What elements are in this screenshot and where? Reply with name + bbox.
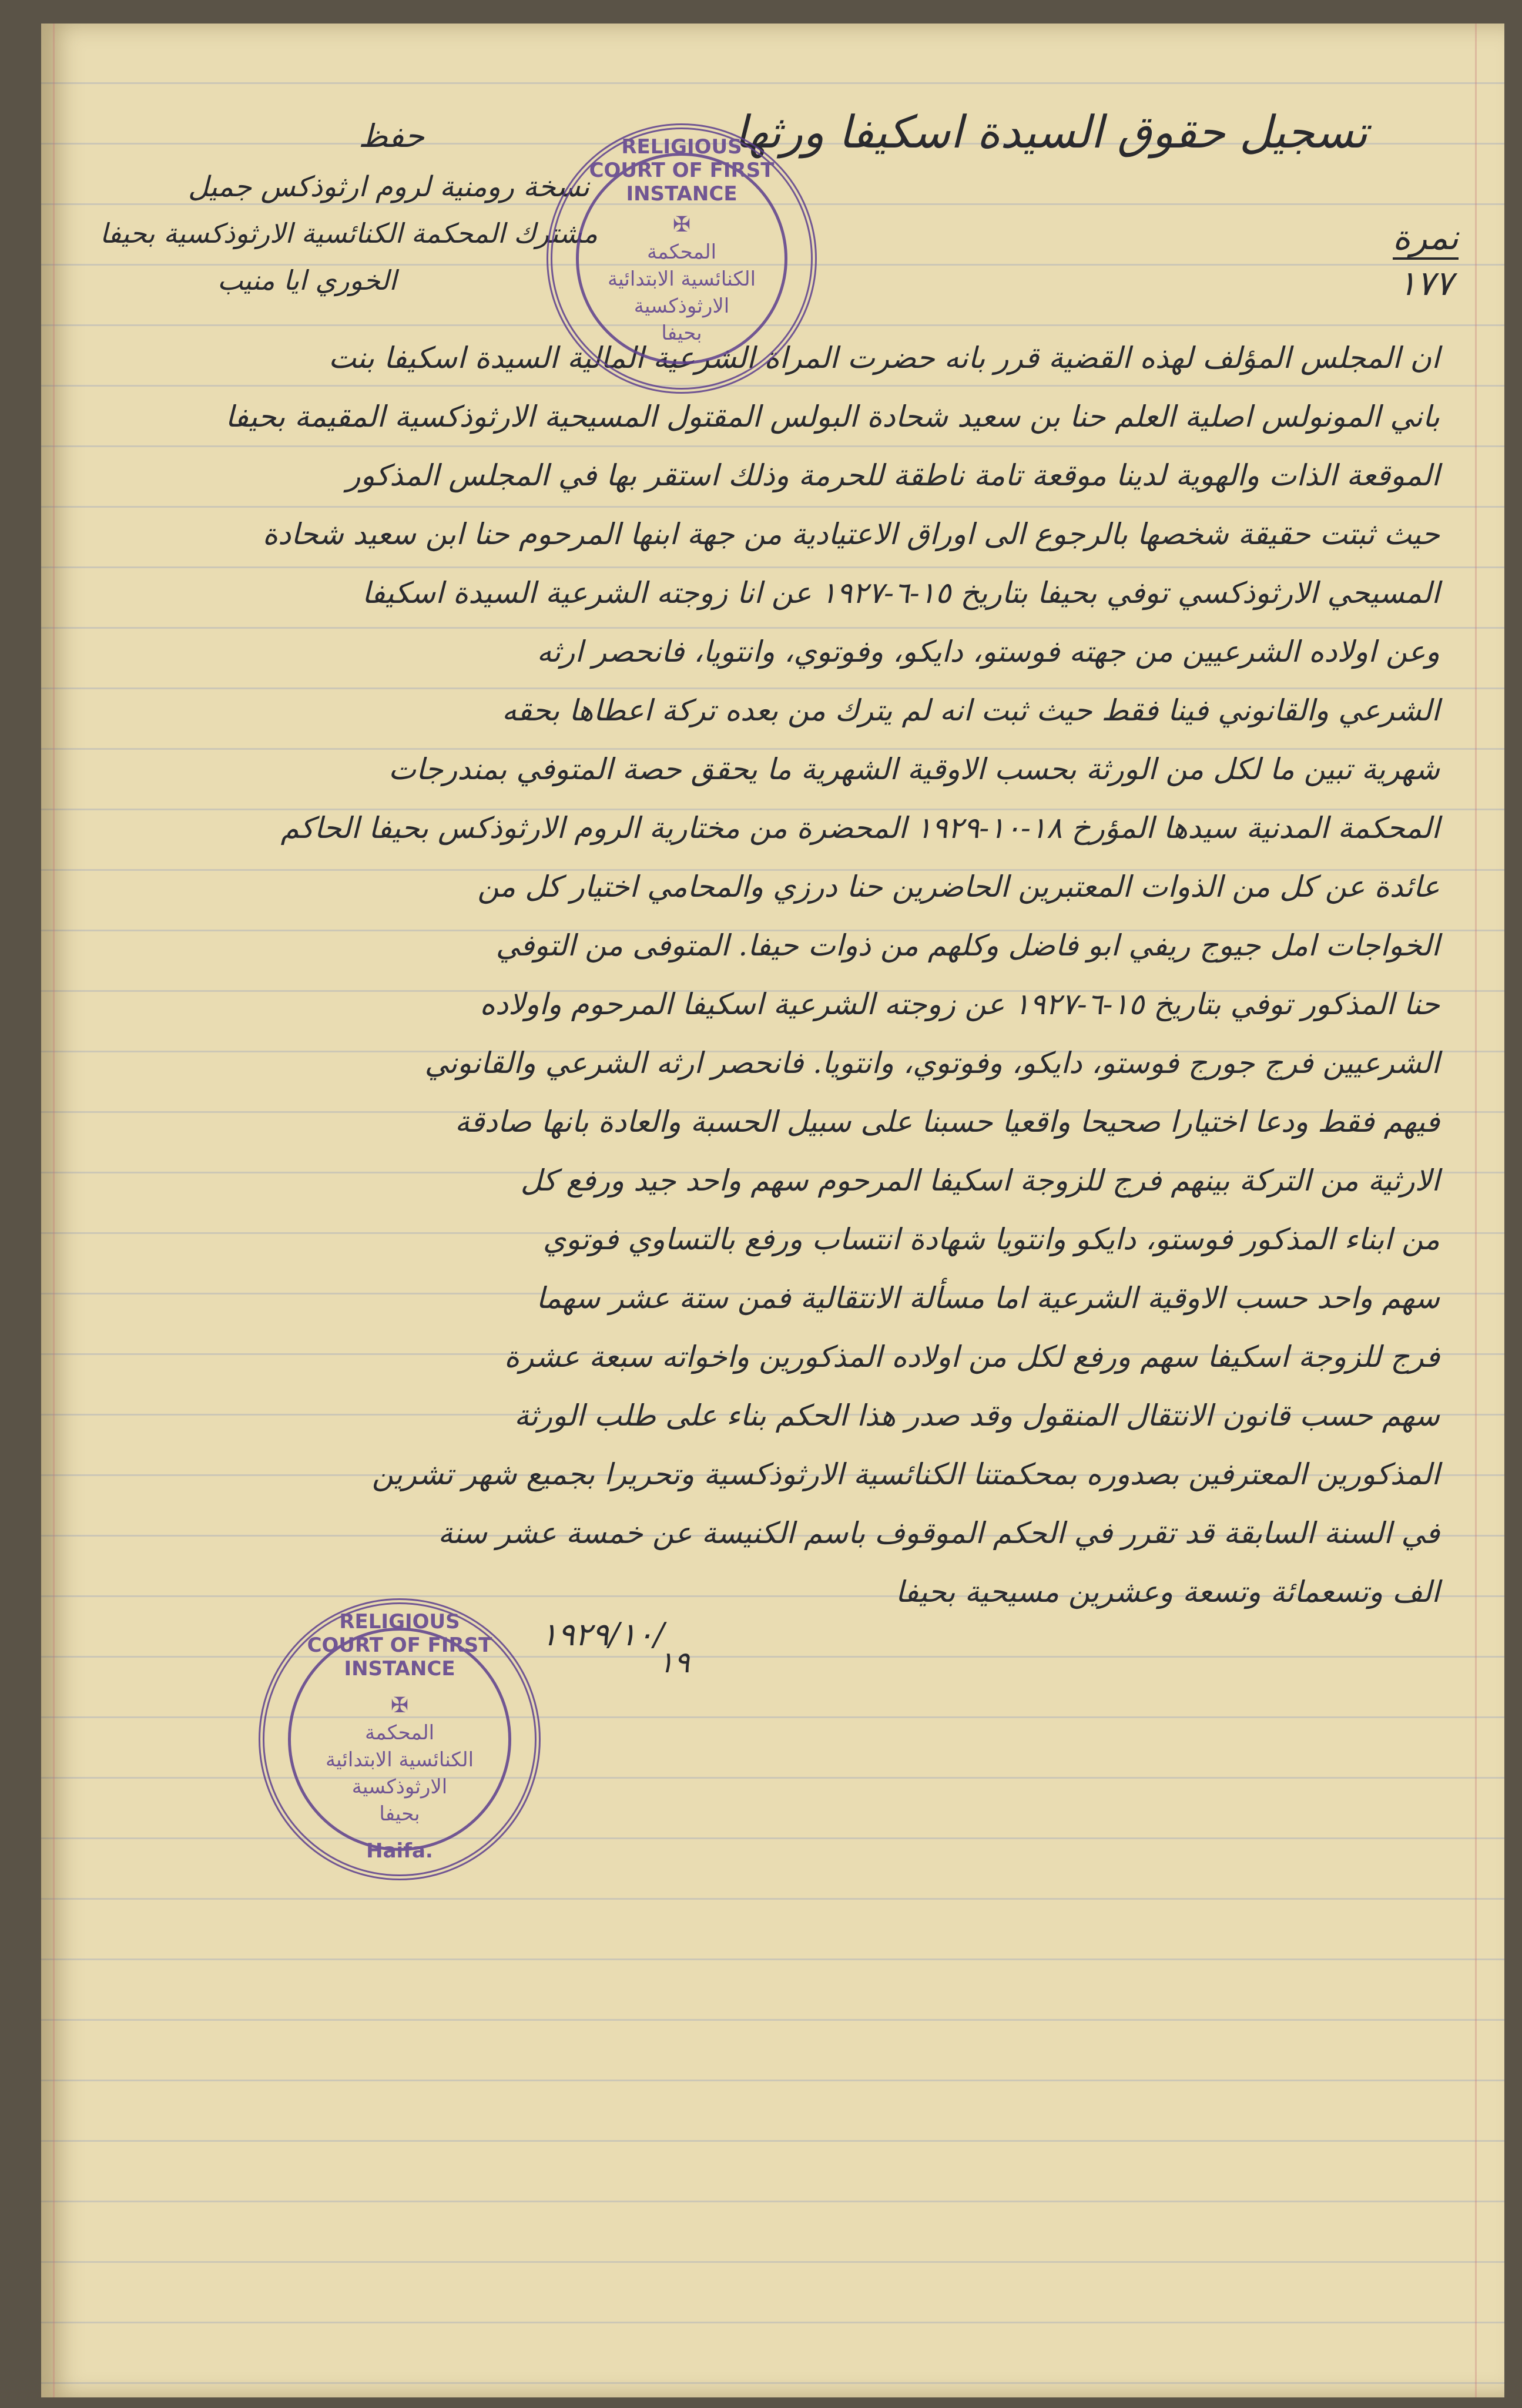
- body-line: حيث ثبتت حقيقة شخصها بالرجوع الى اوراق الاعتيادية من جهة ابنها المرحوم حنا ابن سعيد شحادة: [262, 517, 1440, 551]
- body-line: وعن اولاده الشرعيين من جهته فوستو، دايكو، وفوتوي، وانتويا، فانحصر ارثه: [537, 635, 1440, 669]
- stamp-outer-text: RELIGIOUS COURT OF FIRST INSTANCE: [589, 135, 775, 206]
- body-line: حنا المذكور توفي بتاريخ ١٥-٦-١٩٢٧ عن زوجته الشرعية اسكيفا المرحوم واولاده: [480, 987, 1440, 1021]
- body-line: المحكمة المدنية سيدها المؤرخ ١٨-١٠-١٩٢٩ المحضرة من مختارية الروم الارثوذكس بحيفا الحاكم: [280, 811, 1440, 845]
- body-line: فيهم فقط ودعا اختيارا صحيحا واقعيا حسبنا على سبيل الحسبة والعادة بانها صادقة: [454, 1105, 1440, 1139]
- body-line: في السنة السابقة قد تقرر في الحكم الموقوف باسم الكنيسة عن خمسة عشر سنة: [438, 1516, 1440, 1550]
- stamp-footer-text: Haifa.: [366, 1839, 433, 1863]
- cross-icon: ✠: [390, 1693, 409, 1718]
- body-line: باني المونولس اصلية العلم حنا بن سعيد شحادة البولس المقتول المسيحية الارثوذكسية المقيمة بحيفا: [225, 400, 1440, 434]
- stamp-outer-text: RELIGIOUS COURT OF FIRST INSTANCE: [307, 1610, 492, 1681]
- stamp-line: بحيفا: [661, 321, 702, 345]
- side-note: مشترك المحكمة الكنائسية الارثوذكسية بحيفا: [100, 217, 598, 249]
- body-line: الخواجات امل جيوج ريفي ابو فاضل وكلهم من ذوات حيفا. المتوفى من التوفي: [495, 928, 1440, 962]
- side-note: حفظ: [358, 118, 424, 155]
- stamp-line: الارثوذكسية: [633, 294, 730, 318]
- margin-line: [1475, 24, 1477, 2397]
- body-line: الشرعيين فرج جورج فوستو، دايكو، وفوتوي، وانتويا. فانحصر ارثه الشرعي والقانوني: [424, 1046, 1440, 1080]
- body-line: ان المجلس المؤلف لهذه القضية قرر بانه حضرت المراة الشرعية المالية السيدة اسكيفا بنت: [328, 341, 1440, 375]
- body-line: شهرية تبين ما لكل من الورثة بحسب الاوقية الشهرية ما يحقق حصة المتوفي بمندرجات: [388, 752, 1440, 786]
- stamp-inner-text: [264, 1692, 535, 1827]
- entry-number-block: [1393, 217, 1459, 303]
- body-line: الشرعي والقانوني فينا فقط حيث ثبت انه لم يترك من بعده تركة اعطاها بحقه: [502, 693, 1440, 727]
- stamp-line: الارثوذكسية: [351, 1775, 448, 1799]
- signature-number: ١٩: [658, 1645, 690, 1679]
- court-stamp-top: [547, 123, 817, 394]
- body-line: سهم حسب قانون الانتقال المنقول وقد صدر هذا الحكم بناء على طلب الورثة: [514, 1398, 1440, 1433]
- stamp-line: الكنائسية الابتدائية: [325, 1748, 474, 1772]
- ledger-page: [41, 24, 1504, 2397]
- stamp-line: الكنائسية الابتدائية: [607, 267, 756, 291]
- margin-line: [53, 24, 55, 2397]
- body-line: من ابناء المذكور فوستو، دايكو وانتويا شهادة انتساب ورفع بالتساوي فوتوي: [542, 1222, 1440, 1256]
- document-title: تسجيل حقوق السيدة اسكيفا ورثها: [735, 106, 1368, 158]
- body-line: الف وتسعمائة وتسعة وعشرين مسيحية بحيفا: [895, 1575, 1440, 1609]
- body-line: الارثية من التركة بينهم فرج للزوجة اسكيفا المرحوم سهم واحد جيد ورفع كل: [520, 1163, 1440, 1198]
- body-line: فرج للزوجة اسكيفا سهم ورفع لكل من اولاده المذكورين واخواته سبعة عشرة: [504, 1340, 1440, 1374]
- body-line: سهم واحد حسب الاوقية الشرعية اما مسألة الانتقالية فمن ستة عشر سهما: [536, 1281, 1440, 1315]
- body-line: المذكورين المعترفين بصدوره بمحكمتنا الكنائسية الارثوذكسية وتحريرا بجميع شهر تشرين: [371, 1457, 1440, 1491]
- court-stamp-bottom: [259, 1598, 541, 1880]
- side-note: الخوري ايا منيب: [217, 264, 397, 296]
- cross-icon: ✠: [672, 213, 691, 237]
- body-line: الموقعة الذات والهوية لدينا موقعة تامة ناطقة للحرمة وذلك استقر بها في المجلس المذكور: [346, 458, 1440, 492]
- stamp-line: المحكمة: [364, 1721, 435, 1745]
- body-line: عائدة عن كل من الذوات المعتبرين الحاضرين حنا درزي والمحامي اختيار كل من: [477, 870, 1440, 904]
- body-line: المسيحي الارثوذكسي توفي بحيفا بتاريخ ١٥-٦-١٩٢٧ عن انا زوجته الشرعية السيدة اسكيفا: [361, 576, 1440, 610]
- signature-date: ١٩٢٩/١٠/: [541, 1616, 665, 1653]
- stamp-inner-text: [552, 212, 811, 347]
- side-note: نسخة رومنية لروم ارثوذكس جميل: [188, 170, 590, 203]
- stamp-line: بحيفا: [379, 1802, 420, 1826]
- entry-number-value: ١٧٧: [1398, 263, 1453, 303]
- entry-number-label: نمرة: [1393, 217, 1459, 260]
- stamp-line: المحكمة: [646, 240, 717, 264]
